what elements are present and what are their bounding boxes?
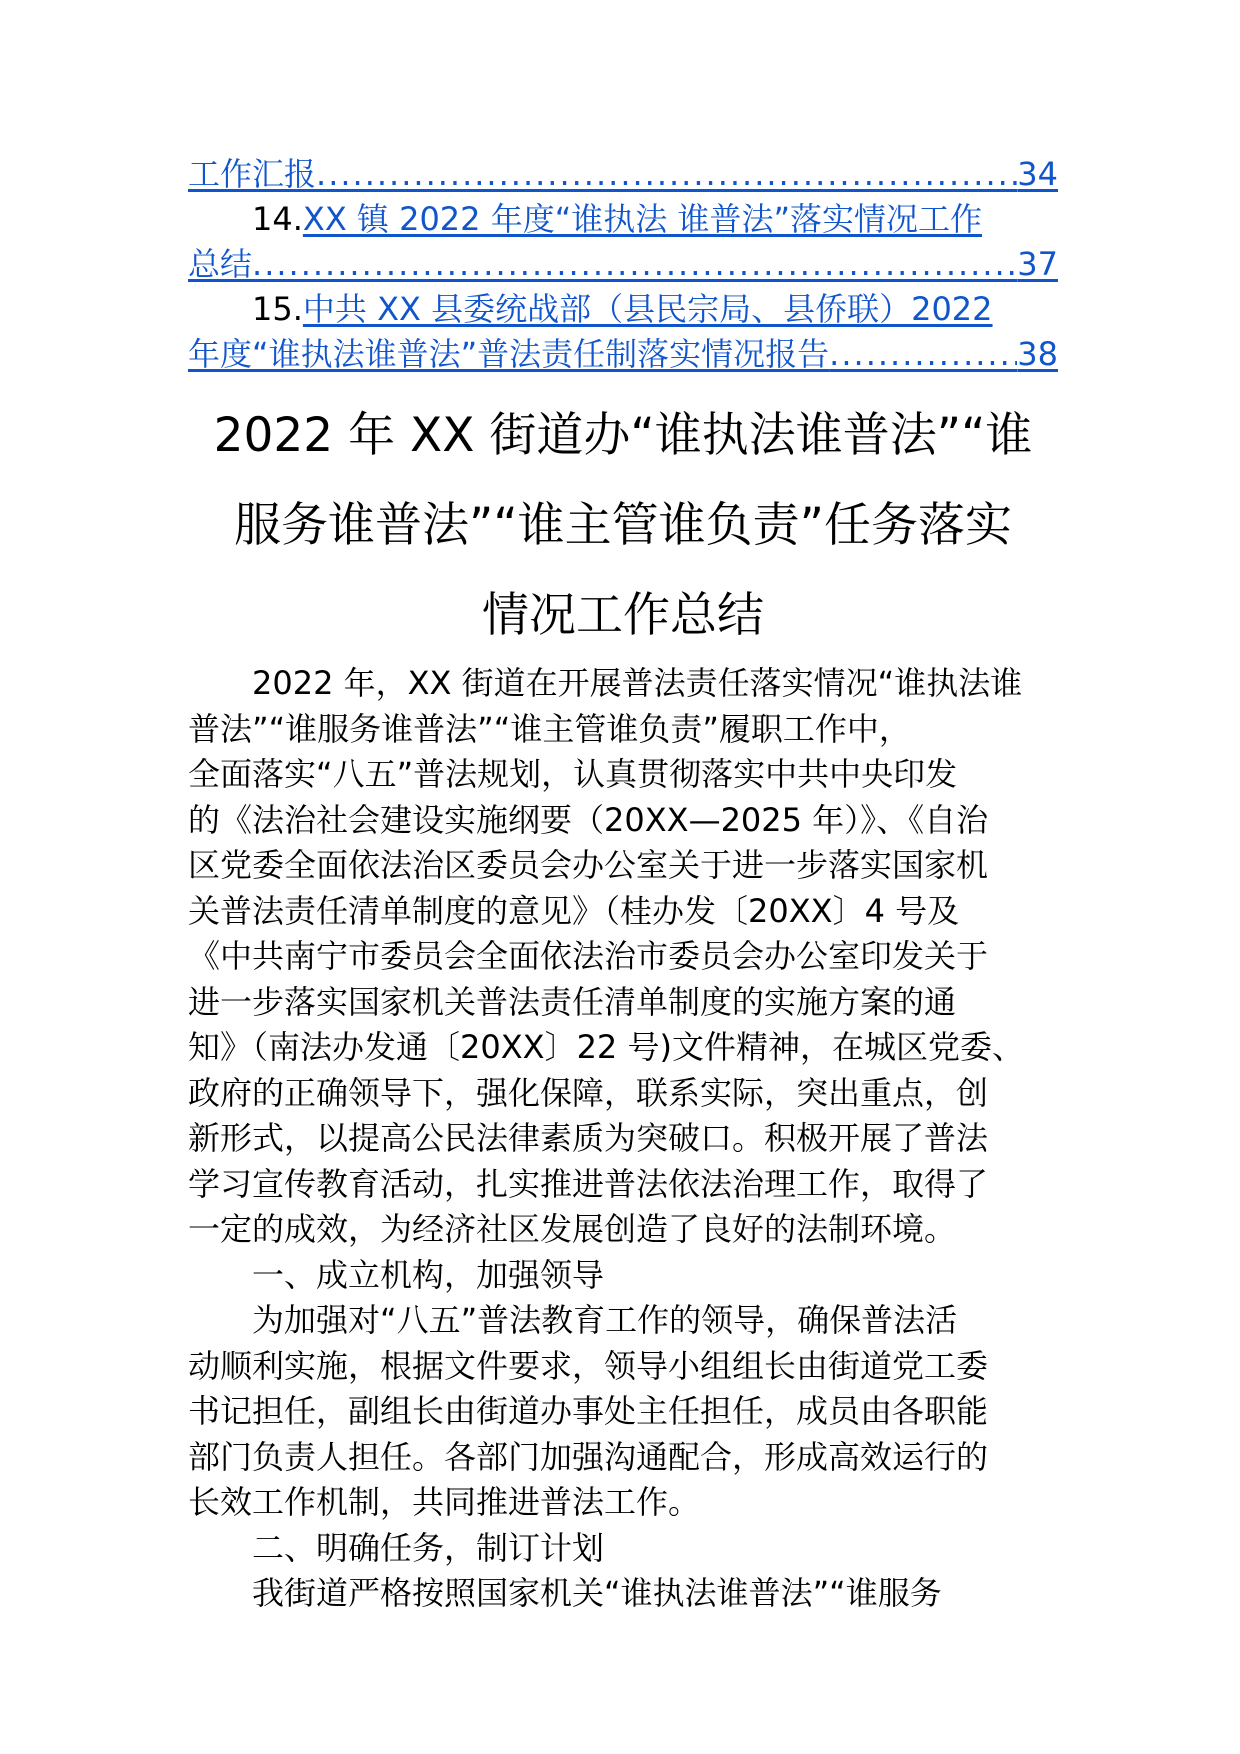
paragraph-line: 新形式，以提高公民法律素质为突破口。积极开展了普法: [188, 1119, 989, 1157]
paragraph-line: 全面落实“八五”普法规划，认真贯彻落实中共中央印发: [188, 755, 958, 793]
toc-entry-13-link[interactable]: 工作汇报: [188, 155, 317, 193]
toc-entry-14-link-cont[interactable]: 总结: [188, 245, 253, 283]
toc-entry-14-page[interactable]: 37: [1017, 245, 1058, 283]
document-title-line-2: 服务谁普法”“谁主管谁负责”任务落实: [233, 498, 1013, 553]
toc-entry-13-page[interactable]: 34: [1017, 155, 1058, 193]
toc-entry-15-page[interactable]: 38: [1017, 335, 1058, 373]
paragraph-line: 为加强对“八五”普法教育工作的领导，确保普法活: [252, 1301, 958, 1339]
toc-entry-15[interactable]: [188, 287, 1058, 377]
document-title-line-3: 情况工作总结: [482, 588, 764, 643]
paragraph-line: 我街道严格按照国家机关“谁执法谁普法”“谁服务: [252, 1574, 942, 1612]
toc-entry-14-link[interactable]: XX 镇 2022 年度“谁执法 谁普法”落实情况工作: [302, 200, 983, 238]
section-heading-1: 一、成立机构，加强领导: [252, 1255, 605, 1294]
body-paragraph-3: [188, 1571, 1058, 1617]
paragraph-line: 政府的正确领导下，强化保障，联系实际，突出重点，创: [188, 1073, 989, 1112]
paragraph-line: 书记担任，副组长由街道办事处主任担任，成员由各职能: [188, 1392, 989, 1430]
paragraph-line: 部门负责人担任。各部门加强沟通配合，形成高效运行的: [188, 1437, 989, 1476]
paragraph-line: 进一步落实国家机关普法责任清单制度的实施方案的通: [188, 982, 957, 1021]
paragraph-line: 2022 年，XX 街道在开展普法责任落实情况“谁执法谁: [252, 664, 1023, 702]
paragraph-line: 关普法责任清单制度的意见》（桂办发〔20XX〕4 号及: [188, 891, 960, 930]
toc-entry-15-link[interactable]: 中共 XX 县委统战部（县民宗局、县侨联）2022: [302, 290, 993, 328]
section-heading-2: 二、明确任务，制订计划: [252, 1528, 605, 1567]
document-title: [188, 391, 1058, 661]
toc-entry-15-link-cont[interactable]: 年度“谁执法谁普法”普法责任制落实情况报告: [188, 335, 830, 373]
toc-entry-14-number: 14.: [252, 200, 303, 238]
toc-leader-dots: [829, 332, 1017, 377]
document-title-line-1: 2022 年 XX 街道办“谁执法谁普法”“谁: [213, 408, 1033, 463]
toc-entry-15-number: 15.: [252, 290, 303, 328]
paragraph-line: 长效工作机制，共同推进普法工作。: [188, 1483, 701, 1521]
paragraph-line: 的《法治社会建设实施纲要（20XX—2025 年）》、《自治: [188, 800, 989, 839]
toc-leader-dots: [252, 242, 1017, 287]
paragraph-line: 普法”“谁服务谁普法”“谁主管谁负责”履职工作中，: [188, 709, 911, 748]
body-paragraph-1: [188, 661, 1058, 1253]
paragraph-line: 知》（南法办发通〔20XX〕22 号)文件精神，在城区党委、: [188, 1028, 1024, 1066]
paragraph-line: 《中共南宁市委员会全面依法治市委员会办公室印发关于: [188, 937, 989, 975]
toc-entry-13[interactable]: [188, 152, 1058, 197]
paragraph-line: 区党委全面依法治区委员会办公室关于进一步落实国家机: [188, 846, 989, 884]
paragraph-line: 一定的成效，为经济社区发展创造了良好的法制环境。: [188, 1210, 957, 1248]
page-content: [188, 152, 1058, 1617]
paragraph-line: 动顺利实施，根据文件要求，领导小组组长由街道党工委: [188, 1346, 989, 1385]
toc-entry-14[interactable]: [188, 197, 1058, 287]
toc-leader-dots: [316, 152, 1017, 197]
paragraph-line: 学习宣传教育活动，扎实推进普法依法治理工作，取得了: [188, 1164, 989, 1203]
body-paragraph-2: [188, 1298, 1058, 1526]
